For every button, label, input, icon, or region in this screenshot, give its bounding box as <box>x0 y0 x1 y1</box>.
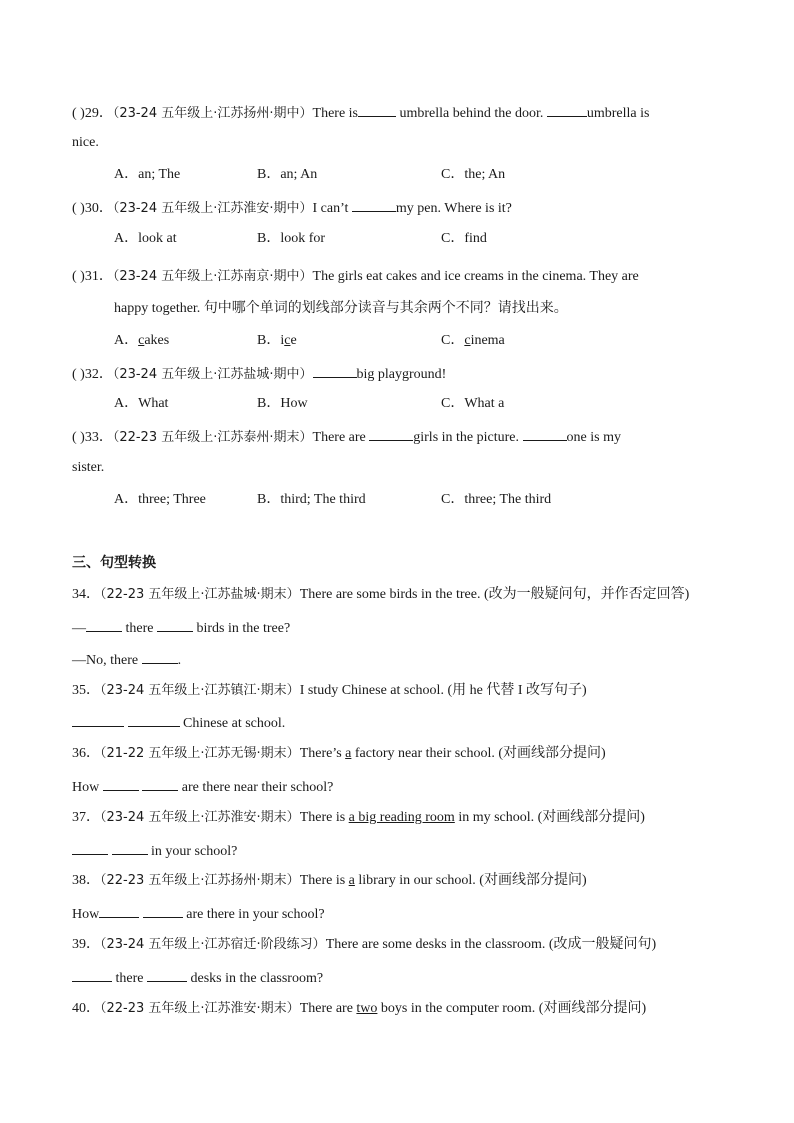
answer-paren: ( )33． <box>72 430 113 445</box>
option-c: C．find <box>441 231 487 246</box>
answer-blank <box>72 713 124 727</box>
question-number: 35． <box>72 683 100 698</box>
question-text-continued: happy together. 句中哪个单词的划线部分读音与其余两个不同？请找出来。 <box>114 301 568 316</box>
question-number: 40． <box>72 1001 100 1016</box>
underlined-word: a <box>345 746 352 761</box>
question-29 <box>72 103 649 123</box>
option-a: A．What <box>114 396 169 411</box>
option-b: B．How <box>257 396 308 411</box>
answer-line: How are there in your school? <box>72 904 325 924</box>
answer-blank <box>313 364 357 378</box>
question-39 <box>72 936 656 954</box>
question-source: （21-22 五年级上·江苏无锡·期末） <box>100 746 300 761</box>
question-source: （23-24 五年级上·江苏镇江·期末） <box>100 683 300 698</box>
question-number: 39． <box>72 937 100 952</box>
question-text: There are <box>312 430 370 445</box>
answer-blank <box>157 618 193 632</box>
question-text: girls in the picture. <box>413 430 523 445</box>
question-source: （23-24 五年级上·江苏淮安·期末） <box>100 810 300 825</box>
question-35 <box>72 682 587 700</box>
question-text: umbrella is <box>586 106 650 121</box>
option-b: B．ice <box>257 333 297 348</box>
question-36: 36．（21-22 五年级上·江苏无锡·期末）There’s a factory near their school. (对画线部分提问) <box>72 746 606 761</box>
option-c: C．three; The third <box>441 492 552 507</box>
answer-blank <box>369 427 413 441</box>
question-source: （22-23 五年级上·江苏泰州·期末） <box>112 430 313 445</box>
answer-blank <box>352 198 396 212</box>
underlined-word: two <box>356 1001 378 1016</box>
question-number: 34． <box>72 587 100 602</box>
question-source: （23-24 五年级上·江苏宿迁·阶段练习） <box>100 937 326 952</box>
answer-blank <box>128 713 180 727</box>
question-source: （23-24 五年级上·江苏扬州·期中） <box>112 106 313 121</box>
question-number: 36． <box>72 746 100 761</box>
question-number: 37． <box>72 810 100 825</box>
answer-line: in your school? <box>72 841 237 861</box>
answer-paren: ( )31． <box>72 269 113 284</box>
option-a: A．look at <box>114 231 177 246</box>
question-text: umbrella behind the door. <box>396 106 547 121</box>
answer-line: there desks in the classroom? <box>72 968 323 988</box>
underlined-word: a <box>348 873 355 888</box>
question-source: （22-23 五年级上·江苏盐城·期末） <box>100 587 300 602</box>
question-text: my pen. Where is it? <box>395 201 512 216</box>
answer-paren: ( )32． <box>72 367 113 382</box>
question-34 <box>72 586 689 604</box>
option-a: A．an; The <box>114 167 181 182</box>
underlined-phrase: a big reading room <box>348 810 455 825</box>
option-c: C．cinema <box>441 333 505 348</box>
answer-blank <box>72 968 112 982</box>
question-source: （23-24 五年级上·江苏盐城·期中） <box>112 367 313 382</box>
option-b: B．third; The third <box>257 492 366 507</box>
question-source: （22-23 五年级上·江苏淮安·期末） <box>100 1001 300 1016</box>
question-text-continued: nice. <box>72 135 99 150</box>
question-38: 38．（22-23 五年级上·江苏扬州·期末）There is a library in our school. (对画线部分提问) <box>72 873 587 888</box>
answer-blank <box>99 904 139 918</box>
question-30 <box>72 198 512 218</box>
option-a: A．cakes <box>114 333 170 348</box>
question-text-continued: sister. <box>72 460 105 475</box>
answer-blank <box>86 618 122 632</box>
question-32 <box>72 364 446 384</box>
question-40: 40．（22-23 五年级上·江苏淮安·期末）There are two boys in the computer room. (对画线部分提问) <box>72 1001 647 1016</box>
answer-blank <box>358 103 396 117</box>
question-text: There is <box>312 106 358 121</box>
answer-blank <box>72 841 108 855</box>
answer-paren: ( )30． <box>72 201 113 216</box>
option-c: C．What a <box>441 396 505 411</box>
question-source: （22-23 五年级上·江苏扬州·期末） <box>100 873 300 888</box>
answer-blank <box>142 650 178 664</box>
option-b: B．look for <box>257 231 326 246</box>
question-37: 37．（23-24 五年级上·江苏淮安·期末）There is a big reading room in my school. (对画线部分提问) <box>72 810 645 825</box>
question-text: There are some birds in the tree. (改为一般疑问句，并作否定回答) <box>299 587 690 602</box>
option-a: A．three; Three <box>114 492 206 507</box>
answer-blank <box>523 427 567 441</box>
option-c: C．the; An <box>441 167 506 182</box>
question-text: one is my <box>566 430 621 445</box>
answer-blank <box>147 968 187 982</box>
question-text: The girls eat cakes and ice creams in the cinema. They are <box>312 269 639 284</box>
question-text: I study Chinese at school. (用 he 代替 I 改写句子) <box>299 683 587 698</box>
answer-paren: ( )29． <box>72 106 113 121</box>
answer-blank <box>142 777 178 791</box>
answer-line: —No, there . <box>72 650 181 670</box>
answer-line: — there birds in the tree? <box>72 618 290 638</box>
question-number: 38． <box>72 873 100 888</box>
answer-line: How are there near their school? <box>72 777 333 797</box>
question-33 <box>72 427 621 447</box>
question-31 <box>72 268 639 286</box>
answer-line: Chinese at school. <box>72 713 285 733</box>
section-title: 三、句型转换 <box>72 555 156 571</box>
option-b: B．an; An <box>257 167 318 182</box>
question-text: There are some desks in the classroom. (改成一般疑问句) <box>325 937 657 952</box>
question-source: （23-24 五年级上·江苏淮安·期中） <box>112 201 313 216</box>
question-source: （23-24 五年级上·江苏南京·期中） <box>112 269 313 284</box>
answer-blank <box>143 904 183 918</box>
question-text: big playground! <box>356 367 447 382</box>
question-text: I can’t <box>312 201 352 216</box>
answer-blank <box>547 103 587 117</box>
answer-blank <box>112 841 148 855</box>
answer-blank <box>103 777 139 791</box>
